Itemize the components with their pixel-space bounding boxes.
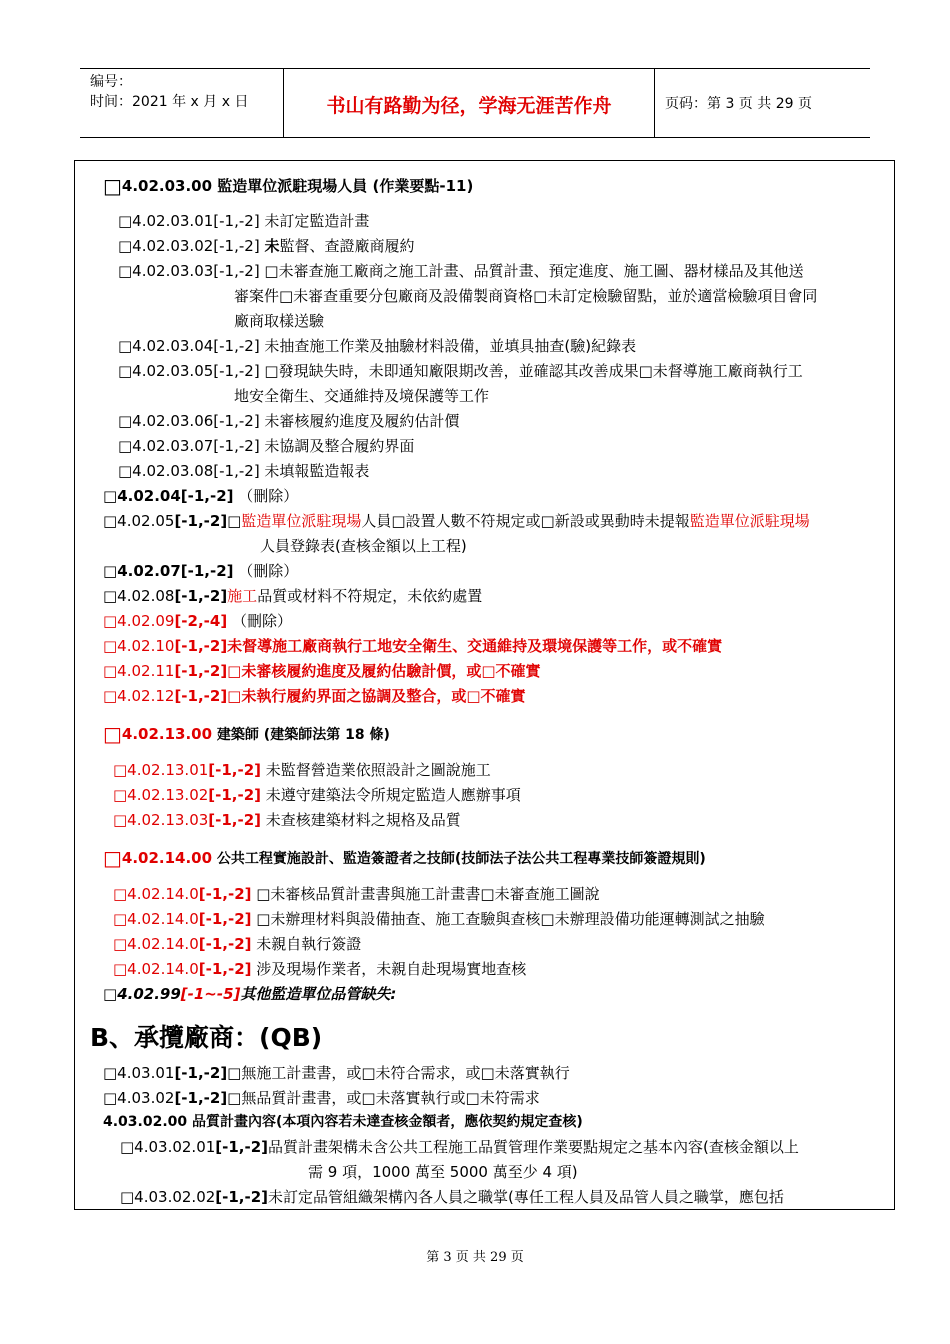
item-40209: □4.02.09[-2,-4] （刪除）	[103, 612, 292, 630]
header-meta-cell	[80, 69, 284, 137]
heading-4030200: 4.03.02.00 品質計畫內容(本項內容若未達查核金額者，應依契約規定查核)	[103, 1114, 583, 1130]
item-4021402: □4.02.14.0[-1,-2] □未辦理材料與設備抽查、施工查驗與查核□未辦理設備功能運轉測試之抽驗	[113, 910, 765, 928]
item-4020305-cont: 地安全衛生、交通維持及境保護等工作	[234, 387, 490, 405]
checkbox[interactable]: □	[103, 846, 122, 870]
section-title-40214: □4.02.14.00 公共工程實施設計、監造簽證者之技師(技師法子法公共工程專業技師簽證規則)	[103, 846, 706, 870]
item-4020308: □4.02.03.08[-1,-2] 未填報監造報表	[118, 462, 370, 480]
header-page-cell	[655, 69, 870, 137]
item-4030201-cont: 需 9 項，1000 萬至 5000 萬至少 4 項)	[308, 1163, 578, 1181]
document-time: 时间：2021 年 x 月 x 日	[90, 94, 249, 110]
section-b-title: B、承攬廠商：(QB)	[90, 1023, 323, 1052]
checkbox[interactable]: □	[103, 174, 122, 198]
item-4030201: □4.03.02.01[-1,-2]品質計畫架構未含公共工程施工品質管理作業要點規定之基本內容(查核金額以上	[120, 1138, 799, 1156]
item-4020301: □4.02.03.01[-1,-2] 未訂定監造計畫	[118, 212, 370, 230]
item-4021403: □4.02.14.0[-1,-2] 未親自執行簽證	[113, 935, 362, 953]
item-40204: □4.02.04[-1,-2] （刪除）	[103, 487, 299, 505]
page-header	[80, 68, 870, 138]
item-4020303-cont2: 廠商取樣送驗	[234, 312, 325, 330]
item-40212: □4.02.12[-1,-2]□未執行履約界面之協調及整合，或□不確實	[103, 687, 526, 705]
item-40208: □4.02.08[-1,-2]施工品質或材料不符規定，未依約處置	[103, 587, 483, 605]
header-slogan-cell	[284, 69, 655, 137]
item-4021404: □4.02.14.0[-1,-2] 涉及現場作業者，未親自赴現場實地查核	[113, 960, 527, 978]
item-4021302: □4.02.13.02[-1,-2] 未遵守建築法令所規定監造人應辦事項	[113, 786, 521, 804]
item-4020302: □4.02.03.02[-1,-2] 未監督、查證廠商履約	[118, 237, 415, 255]
item-40211: □4.02.11[-1,-2]□未審核履約進度及履約估驗計價，或□不確實	[103, 662, 541, 680]
item-4020307: □4.02.03.07[-1,-2] 未協調及整合履約界面	[118, 437, 415, 455]
item-4021401: □4.02.14.0[-1,-2] □未審核品質計畫書與施工計畫書□未審查施工圖說	[113, 885, 600, 903]
item-40205: □4.02.05[-1,-2]□監造單位派駐現場人員□設置人數不符規定或□新設或異動時未提報監造單位派駐現場	[103, 512, 810, 530]
header-page-number: 页码：第 3 页 共 29 页	[665, 96, 812, 112]
page-footer: 第 3 页 共 29 页	[426, 1250, 524, 1265]
item-4020306: □4.02.03.06[-1,-2] 未審核履約進度及履約估計價	[118, 412, 460, 430]
item-40205-cont: 人員登錄表(查核金額以上工程)	[260, 537, 467, 555]
item-40302: □4.03.02[-1,-2]□無品質計畫書，或□未落實執行或□未符需求	[103, 1089, 540, 1107]
document-number: 编号：	[90, 74, 132, 90]
header-slogan: 书山有路勤为径，学海无涯苦作舟	[326, 95, 612, 117]
item-40207: □4.02.07[-1,-2] （刪除）	[103, 562, 299, 580]
checkbox[interactable]: □	[103, 722, 122, 746]
item-4030202: □4.03.02.02[-1,-2]未訂定品管組織架構內各人員之職掌(專任工程人員及品管人員之職掌，應包括	[120, 1188, 784, 1206]
item-40301: □4.03.01[-1,-2]□無施工計畫書，或□未符合需求，或□未落實執行	[103, 1064, 570, 1082]
item-40210: □4.02.10[-1,-2]未督導施工廠商執行工地安全衛生、交通維持及環境保護等工作，或不確實	[103, 637, 723, 655]
item-4020303-cont: 審案件□未審查重要分包廠商及設備製商資格□未訂定檢驗留點，並於適當檢驗項目會同	[234, 287, 818, 305]
item-4021303: □4.02.13.03[-1,-2] 未查核建築材料之規格及品質	[113, 811, 461, 829]
item-4020305: □4.02.03.05[-1,-2] □發現缺失時，未即通知廠限期改善，並確認其改善成果□未督導施工廠商執行工	[118, 362, 803, 380]
section-title-40213: □4.02.13.00 建築師 (建築師法第 18 條)	[103, 722, 390, 746]
item-4021301: □4.02.13.01[-1,-2] 未監督營造業依照設計之圖說施工	[113, 761, 491, 779]
item-4020304: □4.02.03.04[-1,-2] 未抽查施工作業及抽驗材料設備，並填具抽查(驗)紀錄表	[118, 337, 637, 355]
section-title-40203: □4.02.03.00 監造單位派駐現場人員 (作業要點-11)	[103, 174, 474, 198]
item-4020303: □4.02.03.03[-1,-2] □未審查施工廠商之施工計畫、品質計畫、預定進度、施工圖、器材樣品及其他送	[118, 262, 804, 280]
item-40299: □4.02.99[-1~-5]其他監造單位品管缺失:	[103, 985, 397, 1003]
